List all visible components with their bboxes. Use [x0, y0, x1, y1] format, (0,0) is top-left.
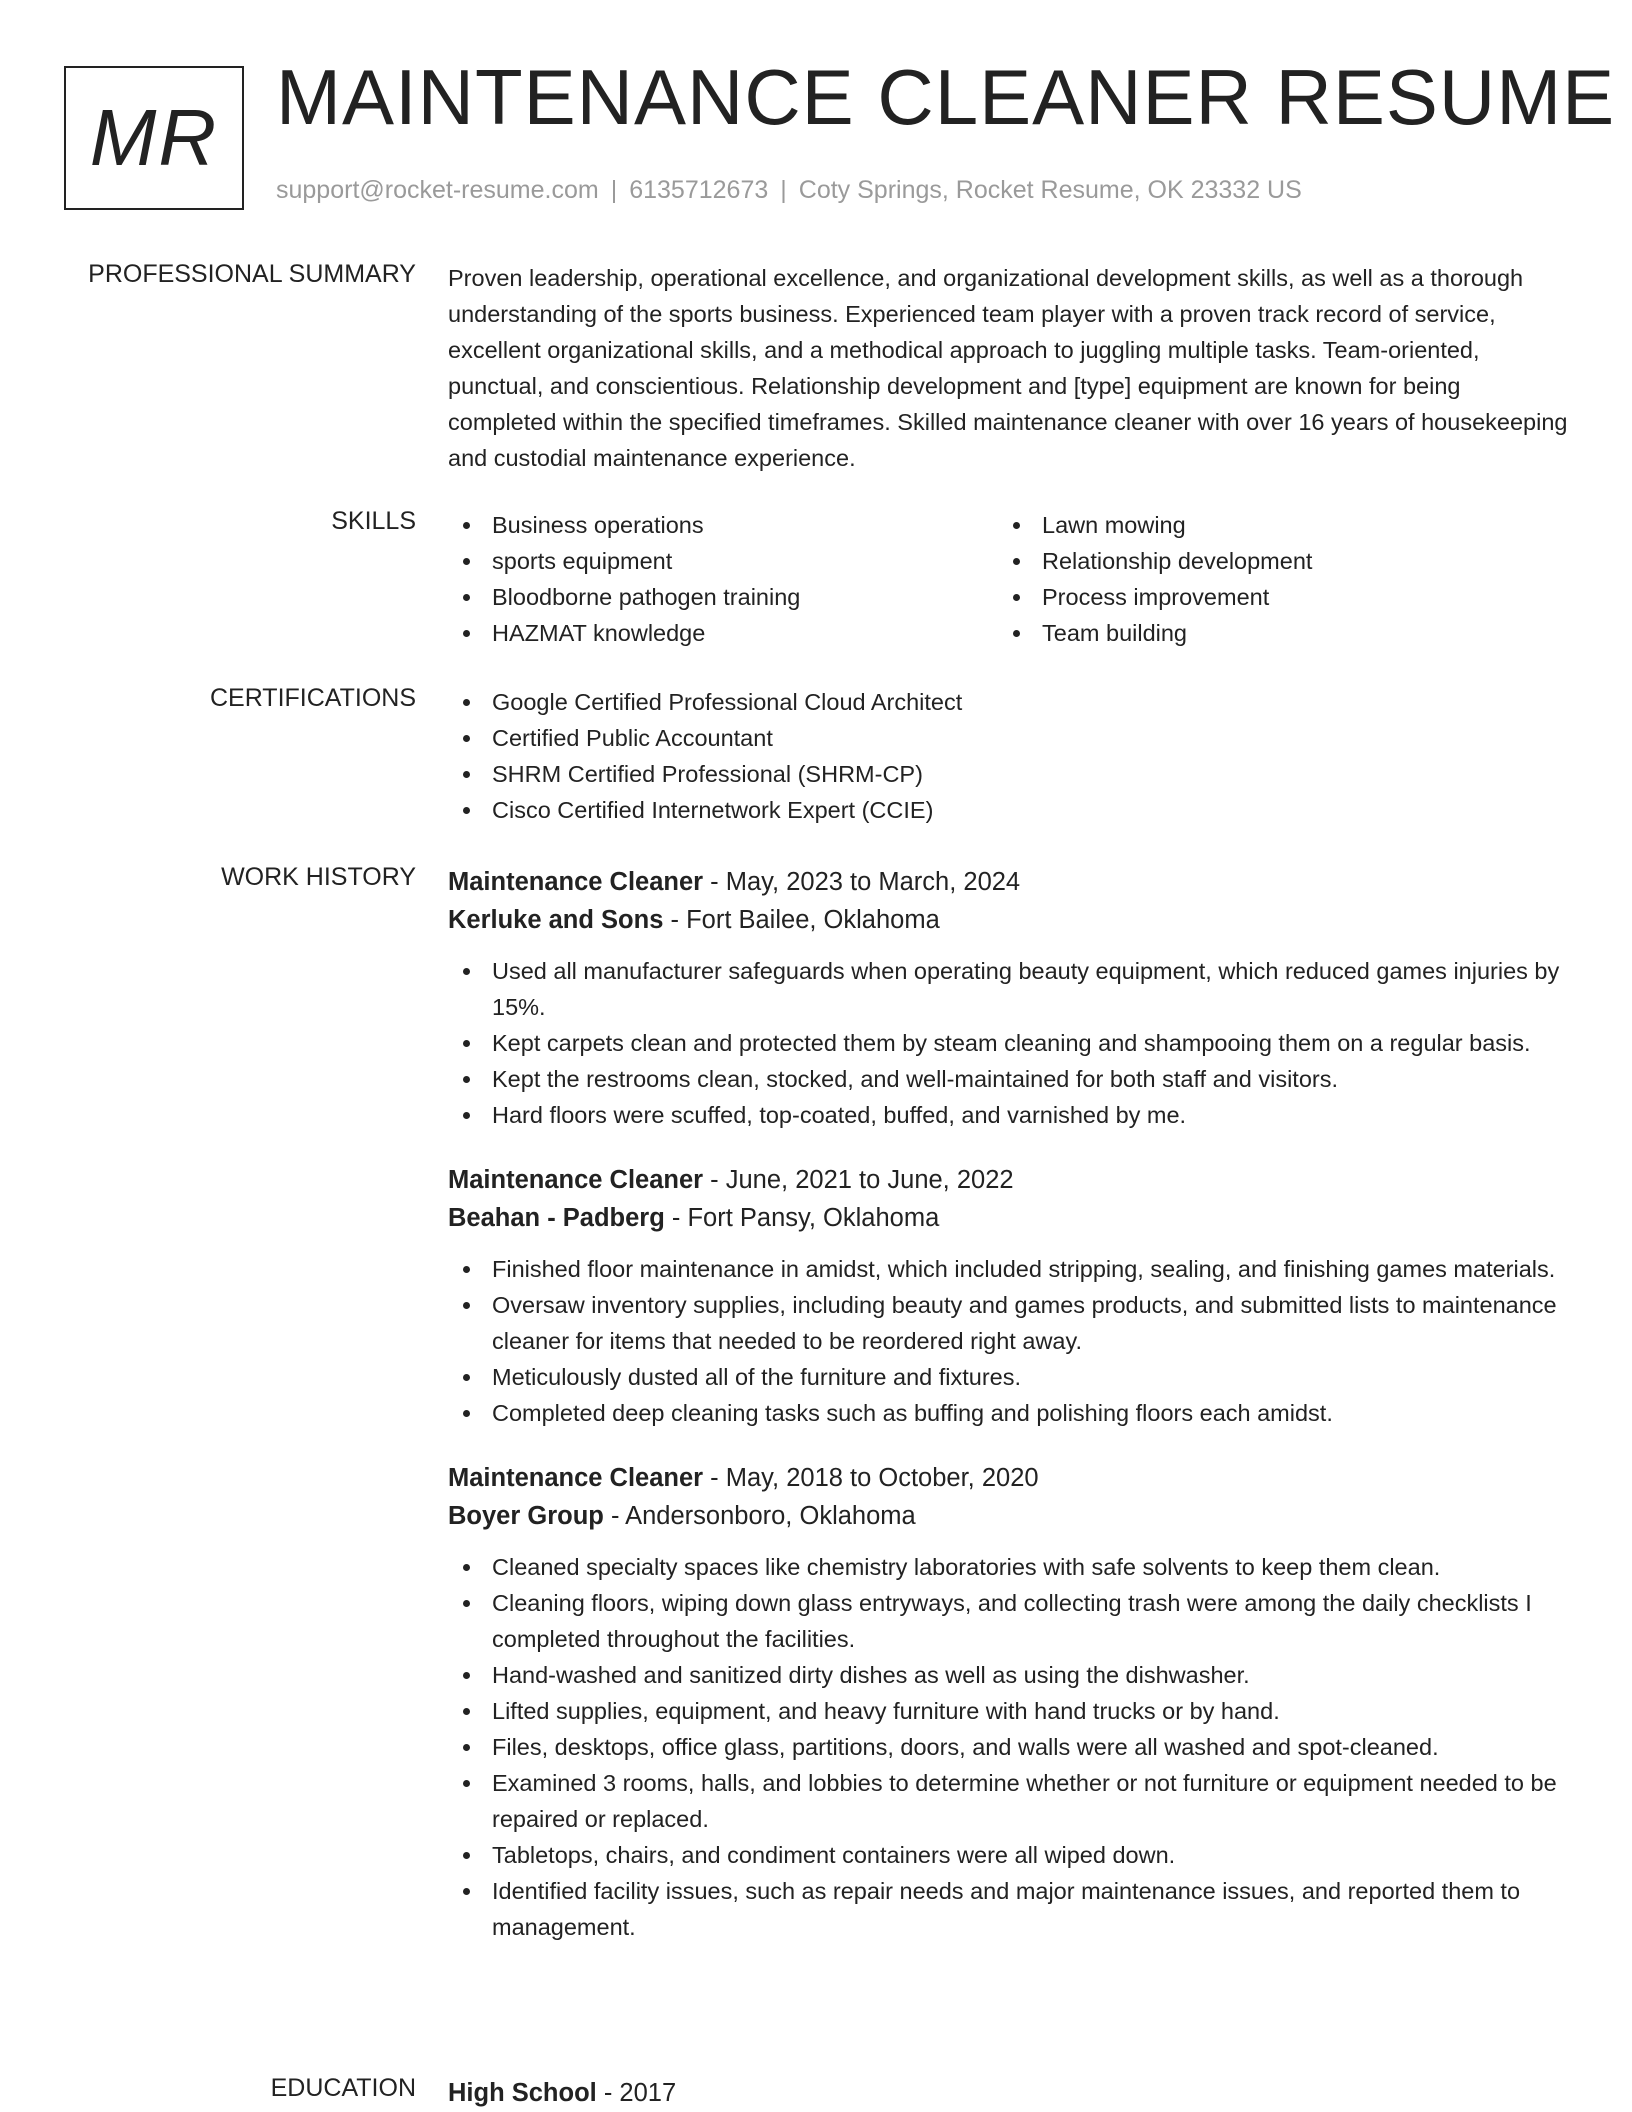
contact-separator: |: [780, 176, 787, 204]
skill-item: Lawn mowing: [998, 507, 1548, 543]
job-title-line: [448, 1161, 1568, 1199]
skill-item: Process improvement: [998, 579, 1548, 615]
job-bullet: Oversaw inventory supplies, including beauty and games products, and submitted lists to maintenance cleaner for items that needed to be reordered right away.: [448, 1287, 1568, 1359]
certifications-body: [448, 684, 1568, 828]
skill-item: Team building: [998, 615, 1548, 651]
job-company: Boyer Group: [448, 1502, 604, 1530]
job-bullet: Hand-washed and sanitized dirty dishes as well as using the dishwasher.: [448, 1657, 1568, 1693]
contact-phone[interactable]: 6135712673: [629, 176, 769, 204]
section-label-skills: SKILLS: [331, 507, 416, 535]
job-company-line: [448, 901, 1568, 939]
education-year: - 2017: [596, 2079, 677, 2107]
job-company: Kerluke and Sons: [448, 906, 664, 934]
certifications-list: [448, 684, 1568, 828]
certification-item: Google Certified Professional Cloud Architect: [448, 684, 1568, 720]
summary-text: Proven leadership, operational excellence, and organizational development skills, as well as a thorough understanding of the sports business. Experienced team player with a proven track record of service, excellent organizational skills, and a methodical approach to juggling multiple tasks. Team-oriented, punctual, and conscientious. Relationship development and [type] equipment are known for being completed within the specified timeframes. Skilled maintenance cleaner with over 16 years of housekeeping and custodial maintenance experience.: [448, 265, 1568, 471]
skill-item: Relationship development: [998, 543, 1548, 579]
job-company: Beahan - Padberg: [448, 1204, 665, 1232]
monogram-box: [64, 66, 244, 210]
job-bullet: Examined 3 rooms, halls, and lobbies to determine whether or not furniture or equipment needed to be repaired or replaced.: [448, 1765, 1568, 1837]
skills-list-left: [448, 507, 998, 651]
job-location: - Andersonboro, Oklahoma: [603, 1502, 916, 1530]
job-company-line: [448, 1497, 1568, 1535]
job-dates: - May, 2023 to March, 2024: [703, 868, 1021, 896]
job-bullet: Lifted supplies, equipment, and heavy furniture with hand trucks or by hand.: [448, 1693, 1568, 1729]
certification-item: SHRM Certified Professional (SHRM-CP): [448, 756, 1568, 792]
contact-address: Coty Springs, Rocket Resume, OK 23332 US: [798, 176, 1302, 204]
section-label-summary: PROFESSIONAL SUMMARY: [88, 260, 416, 288]
job-bullet: Cleaning floors, wiping down glass entryways, and collecting trash were among the daily checklists I completed throughout the facilities.: [448, 1585, 1568, 1657]
job-title: Maintenance Cleaner: [448, 1166, 704, 1194]
job-bullet: Identified facility issues, such as repair needs and major maintenance issues, and reported them to management.: [448, 1873, 1568, 1945]
job-bullets: [448, 953, 1568, 1133]
skills-grid: [448, 507, 1568, 651]
skill-item: Bloodborne pathogen training: [448, 579, 998, 615]
skill-item: HAZMAT knowledge: [448, 615, 998, 651]
job-entry: [448, 1161, 1568, 1431]
job-bullet: Cleaned specialty spaces like chemistry laboratories with safe solvents to keep them clean.: [448, 1549, 1568, 1585]
section-label-work-history: WORK HISTORY: [221, 863, 416, 891]
work-history-body: [448, 863, 1568, 1973]
certification-item: Cisco Certified Internetwork Expert (CCIE): [448, 792, 1568, 828]
job-title-line: [448, 863, 1568, 901]
job-bullet: Finished floor maintenance in amidst, which included stripping, sealing, and finishing games materials.: [448, 1251, 1568, 1287]
job-location: - Fort Pansy, Oklahoma: [664, 1204, 940, 1232]
resume-title: MAINTENANCE CLEANER RESUME: [276, 53, 1616, 141]
job-bullet: Files, desktops, office glass, partitions, doors, and walls were all washed and spot-cleaned.: [448, 1729, 1568, 1765]
job-bullet: Completed deep cleaning tasks such as buffing and polishing floors each amidst.: [448, 1395, 1568, 1431]
education-degree: High School: [448, 2079, 597, 2107]
contact-separator: |: [610, 176, 618, 204]
contact-line: [276, 176, 1302, 205]
section-label-certifications: CERTIFICATIONS: [209, 684, 416, 712]
job-bullets: [448, 1549, 1568, 1945]
job-title: Maintenance Cleaner: [448, 868, 704, 896]
job-title: Maintenance Cleaner: [448, 1464, 704, 1492]
job-dates: - May, 2018 to October, 2020: [703, 1464, 1039, 1492]
job-location: - Fort Bailee, Oklahoma: [663, 906, 940, 934]
contact-email[interactable]: support@rocket-resume.com: [276, 176, 599, 204]
job-entry: [448, 1459, 1568, 1945]
job-entry: [448, 863, 1568, 1133]
certification-item: Certified Public Accountant: [448, 720, 1568, 756]
monogram-initials: MR: [89, 93, 219, 182]
job-bullet: Kept the restrooms clean, stocked, and well-maintained for both staff and visitors.: [448, 1061, 1568, 1097]
section-label-education: EDUCATION: [270, 2074, 416, 2102]
job-bullet: Kept carpets clean and protected them by steam cleaning and shampooing them on a regular basis.: [448, 1025, 1568, 1061]
education-body: [448, 2074, 1568, 2112]
job-bullet: Used all manufacturer safeguards when operating beauty equipment, which reduced games injuries by 15%.: [448, 953, 1568, 1025]
job-bullet: Hard floors were scuffed, top-coated, buffed, and varnished by me.: [448, 1097, 1568, 1133]
skill-item: sports equipment: [448, 543, 998, 579]
job-company-line: [448, 1199, 1568, 1237]
skill-item: Business operations: [448, 507, 998, 543]
job-bullets: [448, 1251, 1568, 1431]
job-bullet: Meticulously dusted all of the furniture and fixtures.: [448, 1359, 1568, 1395]
job-title-line: [448, 1459, 1568, 1497]
job-bullet: Tabletops, chairs, and condiment containers were all wiped down.: [448, 1837, 1568, 1873]
education-line: [448, 2074, 1568, 2112]
skills-list-right: [998, 507, 1548, 651]
job-dates: - June, 2021 to June, 2022: [703, 1166, 1014, 1194]
